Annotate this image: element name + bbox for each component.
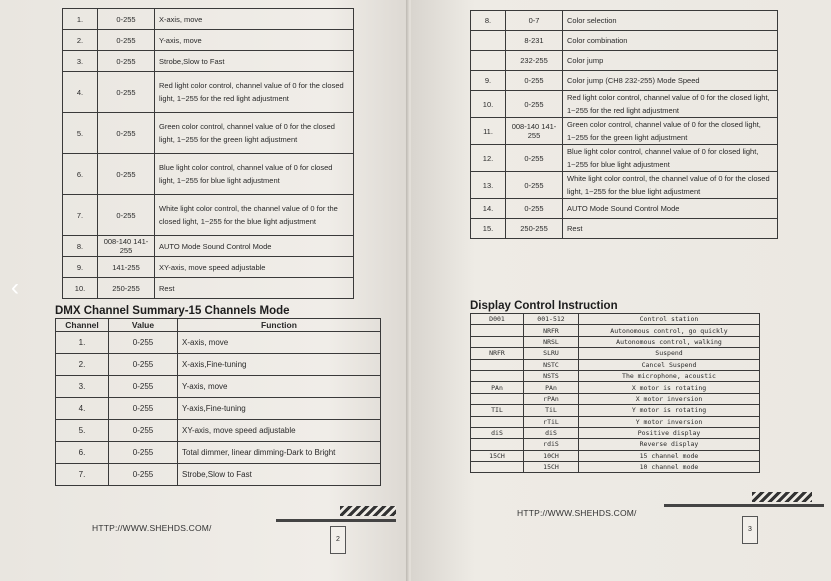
channel-number: 6. xyxy=(63,154,98,195)
channel-function: Blue light color control, channel value of 0 for closed light, 1~255 for blue light adjustment xyxy=(563,145,778,172)
channel-number: 3. xyxy=(56,376,109,398)
header-function: Function xyxy=(178,319,381,332)
display-code: D001 xyxy=(471,314,524,325)
table-row xyxy=(471,314,760,325)
display-code xyxy=(471,359,524,370)
table-row xyxy=(56,442,381,464)
table-row xyxy=(471,393,760,404)
channel-number: 2. xyxy=(63,30,98,51)
channel-number: 13. xyxy=(471,172,506,199)
table-row xyxy=(56,398,381,420)
table-row xyxy=(63,113,354,154)
display-subcode: PAn xyxy=(524,382,579,393)
table-row xyxy=(471,439,760,450)
display-description: 10 channel mode xyxy=(579,462,760,473)
channel-value: 0-255 xyxy=(109,464,178,486)
table-row xyxy=(56,354,381,376)
channel-value: 0-255 xyxy=(109,332,178,354)
display-code: diS xyxy=(471,427,524,438)
table-row xyxy=(63,257,354,278)
channel-value: 008-140 141-255 xyxy=(98,236,155,257)
channel-function: Color selection xyxy=(563,11,778,31)
display-code xyxy=(471,416,524,427)
display-table xyxy=(470,313,760,473)
channel-function: Blue light color control, channel value of 0 for closed light, 1~255 for blue light adjustment xyxy=(155,154,354,195)
display-description: Suspend xyxy=(579,348,760,359)
display-description: Control station xyxy=(579,314,760,325)
channel-function: White light color control, the channel value of 0 for the closed light, 1~255 for the blue light adjustment xyxy=(155,195,354,236)
channel-number: 5. xyxy=(63,113,98,154)
channel-number: 10. xyxy=(63,278,98,299)
channel-number: 12. xyxy=(471,145,506,172)
channel-value: 0-255 xyxy=(109,398,178,420)
channel-value: 0-255 xyxy=(109,354,178,376)
display-subcode: 001-512 xyxy=(524,314,579,325)
left-url: HTTP://WWW.SHEHDS.COM/ xyxy=(92,523,212,533)
table-row xyxy=(471,199,778,219)
display-code: PAn xyxy=(471,382,524,393)
channel-number: 3. xyxy=(63,51,98,72)
channel-number: 4. xyxy=(56,398,109,420)
display-subcode: NSTC xyxy=(524,359,579,370)
channel-value: 0-255 xyxy=(98,9,155,30)
display-code: NRFR xyxy=(471,348,524,359)
channel-function: White light color control, the channel value of 0 for the closed light, 1~255 for the blue light adjustment xyxy=(563,172,778,199)
table-row xyxy=(56,376,381,398)
footer-stripe xyxy=(752,492,812,502)
channel-number: 9. xyxy=(63,257,98,278)
channel-number: 5. xyxy=(56,420,109,442)
channel-number: 1. xyxy=(56,332,109,354)
channel-function: X-axis, move xyxy=(155,9,354,30)
channel-value: 0-255 xyxy=(506,199,563,219)
display-description: Positive display xyxy=(579,427,760,438)
display-code: TIL xyxy=(471,405,524,416)
table-header-row xyxy=(56,319,381,332)
channel-value: 232-255 xyxy=(506,51,563,71)
header-value: Value xyxy=(109,319,178,332)
channel-number: 7. xyxy=(63,195,98,236)
display-description: 15 channel mode xyxy=(579,450,760,461)
table-row xyxy=(471,145,778,172)
right-page xyxy=(412,0,831,581)
display-description: Autonomous control, go quickly xyxy=(579,325,760,336)
table-row xyxy=(471,427,760,438)
table-row xyxy=(63,9,354,30)
table-row xyxy=(63,30,354,51)
channel-function: Y-axis,Fine-tuning xyxy=(178,398,381,420)
channel-number: 10. xyxy=(471,91,506,118)
table-row xyxy=(56,420,381,442)
channel-number: 1. xyxy=(63,9,98,30)
table-row xyxy=(56,332,381,354)
channel-function: Red light color control, channel value of 0 for the closed light, 1~255 for the red light adjustment xyxy=(155,72,354,113)
display-code xyxy=(471,439,524,450)
channel-function: Color combination xyxy=(563,31,778,51)
channel-number xyxy=(471,31,506,51)
channel-function: Green color control, channel value of 0 for the closed light, 1~255 for the green light adjustment xyxy=(155,113,354,154)
channel-number: 14. xyxy=(471,199,506,219)
display-description: Y motor is rotating xyxy=(579,405,760,416)
display-title: Display Control Instruction xyxy=(470,300,618,312)
channel-function: Y-axis, move xyxy=(155,30,354,51)
channel-value: 0-255 xyxy=(98,195,155,236)
left-page-number: 2 xyxy=(330,526,346,554)
display-description: X motor is rotating xyxy=(579,382,760,393)
channel-number: 4. xyxy=(63,72,98,113)
footer-bar xyxy=(664,504,824,507)
table-row xyxy=(63,195,354,236)
footer-bar xyxy=(276,519,396,522)
right-page-number: 3 xyxy=(742,516,758,544)
display-code xyxy=(471,325,524,336)
display-subcode: NRFR xyxy=(524,325,579,336)
channel-value: 0-255 xyxy=(506,91,563,118)
channel-function: XY-axis, move speed adjustable xyxy=(178,420,381,442)
channel-number: 6. xyxy=(56,442,109,464)
display-subcode: rPAn xyxy=(524,393,579,404)
channel-value: 250-255 xyxy=(506,219,563,239)
display-subcode: rTiL xyxy=(524,416,579,427)
table-row xyxy=(471,71,778,91)
header-channel: Channel xyxy=(56,319,109,332)
channel-function: Y-axis, move xyxy=(178,376,381,398)
channel-value: 0-255 xyxy=(98,154,155,195)
channel-function: XY-axis, move speed adjustable xyxy=(155,257,354,278)
channel-value: 0-255 xyxy=(109,442,178,464)
channel-number: 9. xyxy=(471,71,506,91)
channel-function: Color jump (CH8 232-255) Mode Speed xyxy=(563,71,778,91)
channel-function: Total dimmer, linear dimming-Dark to Bright xyxy=(178,442,381,464)
display-subcode: 15CH xyxy=(524,462,579,473)
channel-value: 8-231 xyxy=(506,31,563,51)
display-subcode: diS xyxy=(524,427,579,438)
channel-value: 0-255 xyxy=(98,72,155,113)
table-row xyxy=(471,51,778,71)
table-row xyxy=(63,154,354,195)
channel-number: 15. xyxy=(471,219,506,239)
channel-value: 0-255 xyxy=(98,51,155,72)
channel-value: 0-255 xyxy=(98,30,155,51)
table-row xyxy=(471,416,760,427)
table-row xyxy=(63,72,354,113)
table-row xyxy=(471,11,778,31)
channel-function: Strobe,Slow to Fast xyxy=(155,51,354,72)
table-row xyxy=(471,219,778,239)
channel-function: AUTO Mode Sound Control Mode xyxy=(563,199,778,219)
display-subcode: NSTS xyxy=(524,370,579,381)
table-row xyxy=(471,359,760,370)
channel-value: 0-255 xyxy=(109,420,178,442)
display-code xyxy=(471,393,524,404)
display-code xyxy=(471,336,524,347)
channel-table-15-continued xyxy=(470,10,778,239)
table-row xyxy=(63,236,354,257)
channel-function: AUTO Mode Sound Control Mode xyxy=(155,236,354,257)
display-subcode: TiL xyxy=(524,405,579,416)
channel-value: 0-255 xyxy=(506,172,563,199)
display-description: Autonomous control, walking xyxy=(579,336,760,347)
channel-number: 2. xyxy=(56,354,109,376)
channel-value: 0-255 xyxy=(109,376,178,398)
display-subcode: rdiS xyxy=(524,439,579,450)
channel-function: Color jump xyxy=(563,51,778,71)
display-subcode: NRSL xyxy=(524,336,579,347)
channel-function: X-axis, move xyxy=(178,332,381,354)
display-code: 15CH xyxy=(471,450,524,461)
channel-number xyxy=(471,51,506,71)
display-description: X motor inversion xyxy=(579,393,760,404)
channel-value: 141-255 xyxy=(98,257,155,278)
table-row xyxy=(471,118,778,145)
channel-value: 0-255 xyxy=(506,145,563,172)
table-row xyxy=(63,278,354,299)
chevron-left-icon[interactable]: ‹ xyxy=(11,274,19,301)
dmx15-title: DMX Channel Summary-15 Channels Mode xyxy=(55,305,290,317)
channel-value: 0-255 xyxy=(98,113,155,154)
channel-value: 008-140 141-255 xyxy=(506,118,563,145)
table-row xyxy=(471,172,778,199)
display-subcode: 10CH xyxy=(524,450,579,461)
channel-function: Green color control, channel value of 0 for the closed light, 1~255 for the green light adjustment xyxy=(563,118,778,145)
channel-function: Strobe,Slow to Fast xyxy=(178,464,381,486)
table-row xyxy=(471,31,778,51)
channel-number: 11. xyxy=(471,118,506,145)
table-row xyxy=(471,370,760,381)
channel-value: 250-255 xyxy=(98,278,155,299)
table-row xyxy=(471,325,760,336)
channel-value: 0-255 xyxy=(506,71,563,91)
table-row xyxy=(63,51,354,72)
display-description: The microphone, acoustic xyxy=(579,370,760,381)
table-row xyxy=(471,405,760,416)
channel-function: X-axis,Fine-tuning xyxy=(178,354,381,376)
table-row xyxy=(471,91,778,118)
channel-table-continued xyxy=(62,8,354,299)
footer-stripe xyxy=(340,506,396,516)
table-row xyxy=(471,382,760,393)
channel-number: 8. xyxy=(471,11,506,31)
table-row xyxy=(471,450,760,461)
table-row xyxy=(471,336,760,347)
right-url: HTTP://WWW.SHEHDS.COM/ xyxy=(517,508,637,518)
channel-value: 0-7 xyxy=(506,11,563,31)
display-description: Reverse display xyxy=(579,439,760,450)
channel-function: Rest xyxy=(155,278,354,299)
channel-number: 7. xyxy=(56,464,109,486)
channel-number: 8. xyxy=(63,236,98,257)
display-code xyxy=(471,462,524,473)
display-code xyxy=(471,370,524,381)
left-page xyxy=(0,0,410,581)
display-description: Cancel Suspend xyxy=(579,359,760,370)
display-subcode: SLRU xyxy=(524,348,579,359)
channel-function: Red light color control, channel value of 0 for the closed light, 1~255 for the red light adjustment xyxy=(563,91,778,118)
table-row xyxy=(471,462,760,473)
dmx15-table xyxy=(55,318,381,486)
display-description: Y motor inversion xyxy=(579,416,760,427)
channel-function: Rest xyxy=(563,219,778,239)
table-row xyxy=(56,464,381,486)
table-row xyxy=(471,348,760,359)
